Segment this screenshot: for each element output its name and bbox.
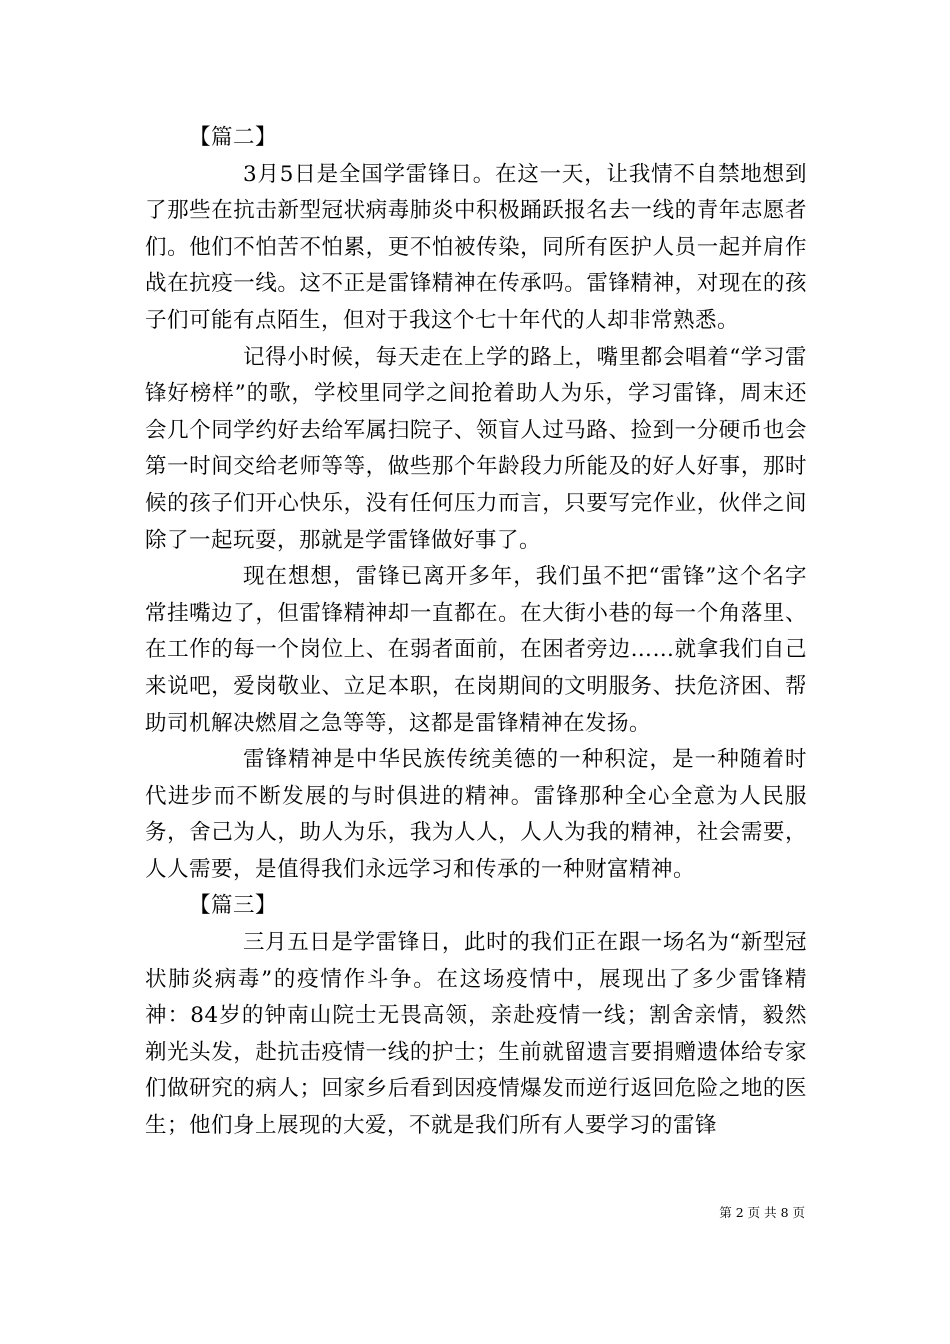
page-number-footer: 第 2 页 共 8 页: [719, 1205, 805, 1220]
paragraph: 记得小时候，每天走在上学的路上，嘴里都会唱着“学习雷锋好榜样”的歌，学校里同学之间抢着助人为乐，学习雷锋，周末还会几个同学约好去给军属扫院子、领盲人过马路、捡到一分硬币也会第一时间交给老师等等，做些那个年龄段力所能及的好人好事，那时候的孩子们开心快乐，没有任何压力而言，只要写完作业，伙伴之间除了一起玩耍，那就是学雷锋做好事了。: [145, 344, 807, 553]
paragraph: 雷锋精神是中华民族传统美德的一种积淀，是一种随着时代进步而不断发展的与时俱进的精神。雷锋那种全心全意为人民服务，舍己为人，助人为乐，我为人人，人人为我的精神，社会需要，人人需要，是值得我们永远学习和传承的一种财富精神。: [145, 747, 807, 882]
paragraph: 现在想想，雷锋已离开多年，我们虽不把“雷锋”这个名字常挂嘴边了，但雷锋精神却一直都在。在大街小巷的每一个角落里、在工作的每一个岗位上、在弱者面前，在困者旁边……就拿我们自己来说吧，爱岗敬业、立足本职，在岗期间的文明服务、扶危济困、帮助司机解决燃眉之急等等，这都是雷锋精神在发扬。: [145, 564, 807, 736]
paragraph: 三月五日是学雷锋日，此时的我们正在跟一场名为“新型冠状肺炎病毒”的疫情作斗争。在这场疫情中，展现出了多少雷锋精神：84岁的钟南山院士无畏高领，亲赴疫情一线；割舍亲情，毅然剃光头发，赴抗击疫情一线的护士；生前就留遗言要捐赠遗体给专家们做研究的病人；回家乡后看到因疫情爆发而逆行返回危险之地的医生；他们身上展现的大爱，不就是我们所有人要学习的雷锋: [145, 930, 807, 1139]
section-heading: 【篇二】: [189, 125, 278, 150]
paragraph: 3月5日是全国学雷锋日。在这一天，让我情不自禁地想到了那些在抗击新型冠状病毒肺炎中积极踊跃报名去一线的青年志愿者们。他们不怕苦不怕累，更不怕被传染，同所有医护人员一起并肩作战在抗疫一线。这不正是雷锋精神在传承吗。雷锋精神，对现在的孩子们可能有点陌生，但对于我这个七十年代的人却非常熟悉。: [145, 161, 807, 333]
document-body: [145, 120, 807, 1145]
section-heading: 【篇三】: [189, 893, 278, 919]
